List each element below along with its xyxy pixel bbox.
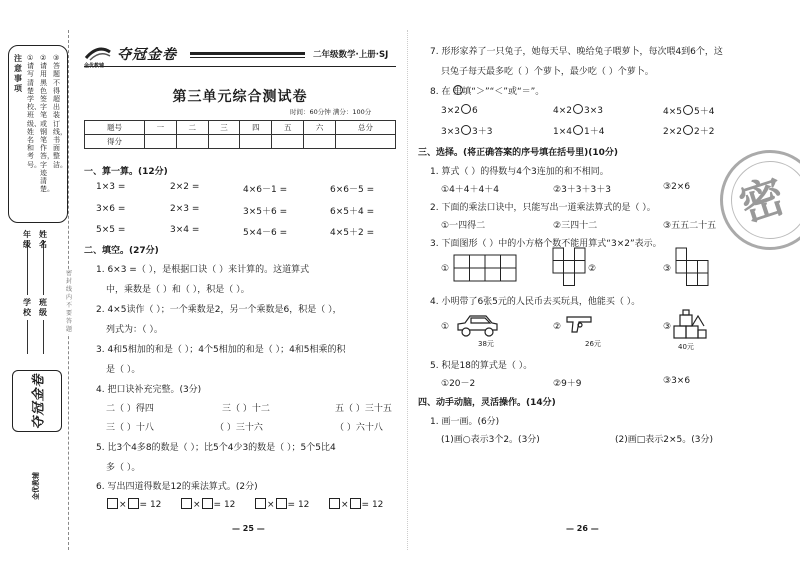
compare-item: 2×2 2＋2 xyxy=(663,127,715,137)
score-cell: 一 xyxy=(144,121,176,135)
choice-option[interactable]: ③ xyxy=(663,264,672,274)
score-table xyxy=(84,120,396,149)
class-line-2 xyxy=(43,320,44,354)
score-cell: 总分 xyxy=(336,121,396,135)
price-car: 38元 xyxy=(478,340,494,348)
score-input-cell[interactable] xyxy=(272,135,304,149)
school-label: 学校 xyxy=(23,298,31,317)
score-cell: 二 xyxy=(176,121,208,135)
calc-item: 4×5＋2 = xyxy=(330,228,375,238)
choice-q2: 2. 下面的乘法口诀中，只能写出一道乘法算式的是（ ）。 xyxy=(430,203,656,213)
score-cell: 三 xyxy=(208,121,240,135)
score-table-header-row xyxy=(85,121,396,135)
class-label: 班级 xyxy=(39,298,47,317)
compare-item: 3×3 3＋3 xyxy=(441,127,493,137)
compare-item: 3×2 6 xyxy=(441,106,478,116)
calc-item: 2×2 = xyxy=(170,182,200,192)
vertical-brand-logo: 金优教辅 xyxy=(32,472,40,500)
answer-box[interactable] xyxy=(202,498,213,509)
school-line-2 xyxy=(27,320,28,354)
answer-box[interactable] xyxy=(255,498,266,509)
compare-circle[interactable] xyxy=(573,125,583,135)
compare-item: 4×5 5＋4 xyxy=(663,107,715,117)
grid-figure-3 xyxy=(675,247,709,287)
toy-blocks-icon xyxy=(672,308,708,340)
binding-strip xyxy=(0,0,75,573)
answer-box[interactable] xyxy=(329,498,340,509)
compare-circle[interactable] xyxy=(461,125,471,135)
answer-box[interactable] xyxy=(128,498,139,509)
compare-circle[interactable] xyxy=(683,125,693,135)
product-blank: × = 12 xyxy=(254,498,309,510)
choice-q1: 1. 算式（ ）的得数与4个3连加的和不相同。 xyxy=(430,167,609,177)
choice-option[interactable]: ③五五二十五 xyxy=(663,221,717,231)
brand-mark-icon xyxy=(84,42,112,62)
grid-figure-2 xyxy=(552,247,586,287)
score-row-label: 得分 xyxy=(85,135,145,149)
center-fold xyxy=(407,30,408,550)
score-input-cell[interactable] xyxy=(304,135,336,149)
fill-q3-line2: 是（ ）。 xyxy=(106,365,141,375)
price-blocks: 40元 xyxy=(678,343,694,351)
fill-q7-line2: 只兔子每天最多吃（ ）个萝卜，最少吃（ ）个萝卜。 xyxy=(441,67,654,77)
compare-circle[interactable] xyxy=(573,104,583,114)
choice-option[interactable]: ①4＋4＋4＋4 xyxy=(441,185,499,195)
choice-q5: 5. 积是18的算式是（ ）。 xyxy=(430,361,533,371)
calc-item: 5×4－6 = xyxy=(243,228,288,238)
score-cell: 六 xyxy=(304,121,336,135)
notice-label: 注意事项 xyxy=(14,54,22,93)
mnemonic-item: （ ）六十八 xyxy=(335,423,383,433)
draw-q1-title: 1. 画一画。(6分) xyxy=(430,417,500,427)
grade-subject-label: 二年级数学·上册·SJ xyxy=(313,50,389,60)
choice-option[interactable]: ③ xyxy=(663,322,672,332)
seal-stamp-char: 密 xyxy=(733,170,792,233)
header-rule xyxy=(84,66,396,67)
choice-option[interactable]: ①一四得二 xyxy=(441,221,486,231)
header-bar-thin xyxy=(190,57,305,58)
fill-q3-line1: 3. 4和5相加的和是（ ）；4个5相加的和是（ ）；4和5相乘的积 xyxy=(96,345,346,355)
mnemonic-item: 三（ ）十二 xyxy=(222,404,270,414)
notice-item-3: ③答题不得超出装订线，书面整洁。 xyxy=(53,54,67,169)
compare-item: 4×2 3×3 xyxy=(553,106,603,116)
choice-q3: 3. 下面图形（ ）中的小方格个数不能用算式“3×2”表示。 xyxy=(430,239,662,249)
fill-q5-line1: 5. 比3个4多8的数是（ ）；比5个4少3的数是（ ）；5个5比4 xyxy=(96,443,336,453)
choice-option[interactable]: ①20－2 xyxy=(441,379,476,389)
test-title: 第三单元综合测试卷 xyxy=(172,89,308,105)
compare-circle[interactable] xyxy=(461,104,471,114)
toy-gun-icon xyxy=(565,312,595,336)
answer-box[interactable] xyxy=(276,498,287,509)
calc-item: 5×5 = xyxy=(96,225,126,235)
fill-q4-title: 4. 把口诀补充完整。(3分) xyxy=(96,385,202,395)
answer-box[interactable] xyxy=(350,498,361,509)
section-1-heading: 一、算一算。(12分) xyxy=(84,167,168,177)
product-blank: × = 12 xyxy=(180,498,235,510)
score-cell: 五 xyxy=(272,121,304,135)
calc-item: 2×3 = xyxy=(170,204,200,214)
score-input-cell[interactable] xyxy=(208,135,240,149)
notice-box xyxy=(8,45,68,223)
score-input-cell[interactable] xyxy=(240,135,272,149)
fill-q6-title: 6. 写出四道得数是12的乘法算式。(2分) xyxy=(96,482,258,492)
name-label: 姓名 xyxy=(39,230,47,249)
grade-label: 年级 xyxy=(23,230,31,249)
choice-option[interactable]: ② xyxy=(588,264,597,274)
fill-q7-line1: 7. 形形家养了一只兔子，她每天早、晚给兔子喂萝卜，每次喂4到6个，这 xyxy=(430,47,723,57)
choice-q4: 4. 小明带了6张5元的人民币去买玩具，他能买（ ）。 xyxy=(430,297,641,307)
choice-option[interactable]: ① xyxy=(441,322,450,332)
fill-q2-line2: 列式为：（ ）。 xyxy=(106,325,163,335)
choice-option[interactable]: ③2×6 xyxy=(663,182,691,192)
section-3-heading: 三、选择。(将正确答案的序号填在括号里)(10分) xyxy=(418,148,618,158)
product-blank: × = 12 xyxy=(106,498,161,510)
calc-item: 3×4 = xyxy=(170,225,200,235)
product-blank: × = 12 xyxy=(328,498,383,510)
score-cell: 四 xyxy=(240,121,272,135)
seal-hint: 密封线内不要答题 xyxy=(65,270,72,333)
calc-item: 3×6 = xyxy=(96,204,126,214)
score-input-cell[interactable] xyxy=(144,135,176,149)
choice-option[interactable]: ② xyxy=(553,322,562,332)
vertical-series-logo: 夺冠金卷 xyxy=(12,370,62,432)
fill-q1-line1: 1. 6×3 =（ ），是根据口诀（ ）来计算的。这道算式 xyxy=(96,265,310,275)
compare-item: 1×4 1＋4 xyxy=(553,127,605,137)
calc-item: 3×5＋6 = xyxy=(243,207,288,217)
mnemonic-item: 三（ ）十八 xyxy=(106,423,154,433)
calc-item: 4×6－1 = xyxy=(243,185,288,195)
compare-circle[interactable] xyxy=(683,105,693,115)
score-table-score-row xyxy=(85,135,396,149)
choice-option[interactable]: ① xyxy=(441,264,450,274)
score-cell: 题号 xyxy=(85,121,145,135)
fill-q5-line2: 多（ ）。 xyxy=(106,463,141,473)
draw-q1-part2: (2)画□表示2×5。(3分) xyxy=(615,435,713,445)
draw-q1-part1: (1)画○表示3个2。(3分) xyxy=(441,435,540,445)
fill-q8-title: 8. 在 里填“＞”“＜”或“＝”。 xyxy=(430,87,545,97)
time-info: 时间：60分钟 满分：100分 xyxy=(290,108,372,116)
calc-item: 1×3 = xyxy=(96,182,126,192)
choice-option[interactable]: ②9＋9 xyxy=(553,379,582,389)
mnemonic-item: （ ）三十六 xyxy=(215,423,263,433)
choice-option[interactable]: ③3×6 xyxy=(663,376,691,386)
grid-figure-1 xyxy=(453,254,517,282)
seal-stamp xyxy=(720,150,800,250)
calc-item: 6×5＋4 = xyxy=(330,207,375,217)
choice-option[interactable]: ②三四十二 xyxy=(553,221,598,231)
fill-q2-line1: 2. 4×5读作（ ）；一个乘数是2，另一个乘数是6，积是（ ）， xyxy=(96,305,342,315)
answer-box[interactable] xyxy=(107,498,118,509)
score-input-cell[interactable] xyxy=(176,135,208,149)
mnemonic-item: 二（ ）得四 xyxy=(106,404,154,414)
mnemonic-item: 五（ ）三十五 xyxy=(335,404,392,414)
section-2-heading: 二、填空。(27分) xyxy=(84,246,159,256)
score-input-cell[interactable] xyxy=(336,135,396,149)
choice-option[interactable]: ②3＋3＋3＋3 xyxy=(553,185,611,195)
fill-q1-line2: 中，乘数是（ ）和（ ），积是（ ）。 xyxy=(106,285,250,295)
price-gun: 26元 xyxy=(585,340,601,348)
notice-item-1: ①请写清楚学校、班级、姓名和考号。 xyxy=(27,54,41,169)
section-4-heading: 四、动手动脑，灵活操作。(14分) xyxy=(418,398,556,408)
answer-box[interactable] xyxy=(181,498,192,509)
compare-circle-example xyxy=(453,85,463,95)
page-number-right: — 26 — xyxy=(566,524,599,533)
notice-item-2: ②请用黑色签字笔或钢笔作答，字迹清楚。 xyxy=(40,54,54,194)
calc-item: 6×6－5 = xyxy=(330,185,375,195)
header-bar xyxy=(190,52,305,55)
page-number-left: — 25 — xyxy=(232,524,265,533)
toy-car-icon xyxy=(455,312,499,338)
series-logo: 夺冠金卷 xyxy=(117,47,177,63)
